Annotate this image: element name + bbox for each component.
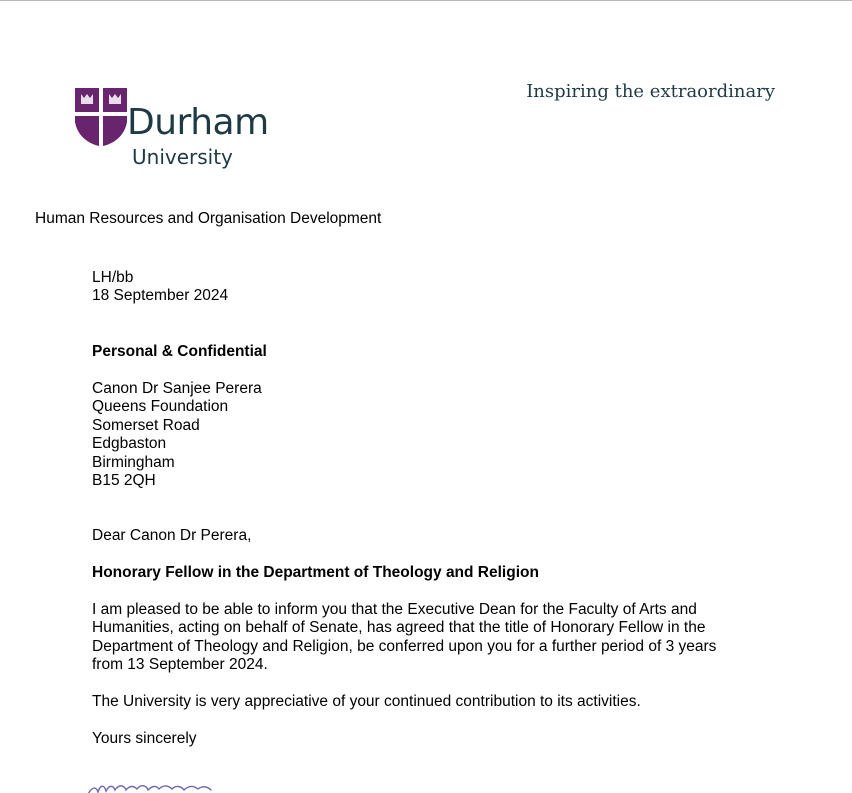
body-paragraph <box>92 601 716 675</box>
logo-wordmark-durham: Durham <box>127 102 269 143</box>
tagline: Inspiring the extraordinary <box>526 81 775 102</box>
department-name: Human Resources and Organisation Development <box>35 210 382 227</box>
salutation: Dear Canon Dr Perera, <box>92 527 252 544</box>
body-line: Department of Theology and Religion, be conferred upon you for a further period of 3 years <box>92 637 717 655</box>
durham-university-logo <box>74 86 279 176</box>
address-line: B15 2QH <box>92 472 156 490</box>
top-rule <box>0 0 852 1</box>
recipient-address <box>92 380 262 490</box>
logo-wordmark-university: University <box>132 145 233 169</box>
letter-date: 18 September 2024 <box>92 287 229 305</box>
body-line: Humanities, acting on behalf of Senate, has agreed that the title of Honorary Fellow in the <box>92 619 706 637</box>
body-line: from 13 September 2024. <box>92 656 268 674</box>
address-line: Queens Foundation <box>92 398 229 416</box>
closing-line: Yours sincerely <box>92 730 197 747</box>
confidential-label: Personal & Confidential <box>92 343 267 360</box>
address-line: Birmingham <box>92 453 175 471</box>
address-line: Canon Dr Sanjee Perera <box>92 380 262 397</box>
appreciation-line: The University is very appreciative of your continued contribution to its activities. <box>92 693 641 710</box>
letter-subject: Honorary Fellow in the Department of Theology and Religion <box>92 564 539 581</box>
address-line: Edgbaston <box>92 435 167 453</box>
reference-code: LH/bb <box>92 269 134 286</box>
reference-block <box>92 269 228 306</box>
body-line: I am pleased to be able to inform you that the Executive Dean for the Faculty of Arts and <box>92 601 697 618</box>
shield-crest-icon <box>74 86 128 148</box>
address-line: Somerset Road <box>92 416 200 434</box>
handwritten-signature <box>86 781 226 793</box>
